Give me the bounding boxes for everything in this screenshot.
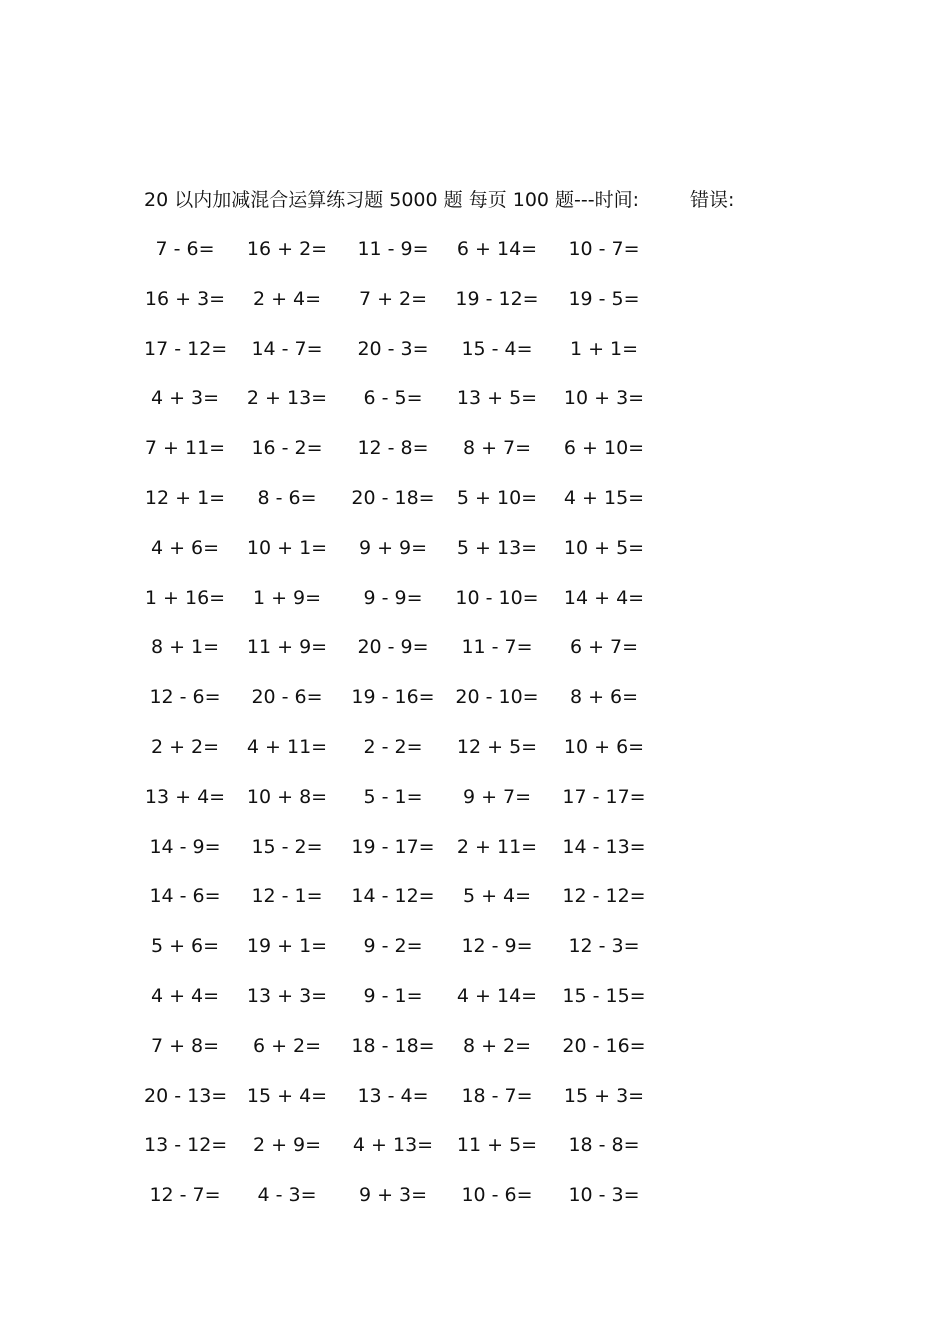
arithmetic-problem: 9 + 3= (358, 1184, 428, 1207)
arithmetic-problem: 18 - 8= (568, 1134, 640, 1157)
arithmetic-problem: 15 - 15= (562, 984, 646, 1007)
arithmetic-problem: 2 - 2= (363, 735, 423, 758)
arithmetic-problem: 19 - 5= (568, 287, 640, 310)
arithmetic-problem: 13 + 3= (246, 984, 328, 1007)
arithmetic-problem: 14 - 12= (351, 885, 435, 908)
arithmetic-problem: 18 - 18= (351, 1034, 435, 1057)
arithmetic-problem: 14 - 7= (251, 337, 323, 360)
problem-row (144, 285, 674, 335)
arithmetic-problem: 11 + 9= (246, 636, 328, 659)
arithmetic-problem: 6 + 14= (456, 238, 538, 260)
arithmetic-problem: 1 + 1= (569, 337, 639, 360)
problem-row (144, 1082, 674, 1132)
arithmetic-problem: 12 - 8= (357, 437, 429, 460)
arithmetic-problem: 12 - 7= (149, 1184, 221, 1207)
problem-grid (144, 235, 674, 1231)
arithmetic-problem: 14 - 13= (562, 835, 646, 858)
arithmetic-problem: 16 - 2= (251, 437, 323, 460)
arithmetic-problem: 2 + 9= (252, 1134, 322, 1157)
arithmetic-problem: 6 + 10= (563, 437, 645, 460)
arithmetic-problem: 12 + 1= (144, 486, 226, 509)
arithmetic-problem: 19 - 12= (455, 287, 539, 310)
arithmetic-problem: 5 + 10= (456, 486, 538, 509)
arithmetic-problem: 11 + 5= (456, 1134, 538, 1157)
arithmetic-problem: 15 + 4= (246, 1084, 328, 1107)
arithmetic-problem: 10 + 1= (246, 536, 328, 559)
arithmetic-problem: 12 + 5= (456, 735, 538, 758)
arithmetic-problem: 8 + 2= (462, 1034, 532, 1057)
arithmetic-problem: 2 + 4= (252, 287, 322, 310)
arithmetic-problem: 7 - 6= (155, 238, 215, 260)
arithmetic-problem: 7 + 8= (150, 1034, 220, 1057)
problem-row (144, 1131, 674, 1181)
arithmetic-problem: 7 + 2= (358, 287, 428, 310)
problem-row (144, 683, 674, 733)
problem-row (144, 783, 674, 833)
arithmetic-problem: 10 + 8= (246, 785, 328, 808)
arithmetic-problem: 4 - 3= (257, 1184, 317, 1207)
arithmetic-problem: 13 - 4= (357, 1084, 429, 1107)
arithmetic-problem: 15 - 2= (251, 835, 323, 858)
arithmetic-problem: 14 - 9= (149, 835, 221, 858)
arithmetic-problem: 6 - 5= (363, 387, 423, 410)
arithmetic-problem: 10 + 3= (563, 387, 645, 410)
arithmetic-problem: 4 + 11= (246, 735, 328, 758)
arithmetic-problem: 17 - 17= (562, 785, 646, 808)
arithmetic-problem: 9 - 9= (363, 586, 423, 609)
arithmetic-problem: 4 + 4= (150, 984, 220, 1007)
problem-row (144, 434, 674, 484)
arithmetic-problem: 20 - 16= (562, 1034, 646, 1057)
arithmetic-problem: 12 - 9= (461, 935, 533, 958)
problem-row (144, 1181, 674, 1231)
arithmetic-problem: 1 + 16= (144, 586, 226, 609)
arithmetic-problem: 20 - 6= (251, 686, 323, 709)
problem-row (144, 484, 674, 534)
problem-row (144, 384, 674, 434)
worksheet-header (144, 186, 735, 214)
arithmetic-problem: 10 - 7= (568, 238, 640, 260)
arithmetic-problem: 17 - 12= (144, 337, 228, 360)
problem-row (144, 882, 674, 932)
arithmetic-problem: 15 - 4= (461, 337, 533, 360)
arithmetic-problem: 1 + 9= (252, 586, 322, 609)
arithmetic-problem: 8 + 1= (150, 636, 220, 659)
arithmetic-problem: 5 - 1= (363, 785, 423, 808)
arithmetic-problem: 8 + 7= (462, 437, 532, 460)
arithmetic-problem: 4 + 6= (150, 536, 220, 559)
arithmetic-problem: 2 + 2= (150, 735, 220, 758)
arithmetic-problem: 12 - 1= (251, 885, 323, 908)
arithmetic-problem: 20 - 9= (357, 636, 429, 659)
arithmetic-problem: 18 - 7= (461, 1084, 533, 1107)
arithmetic-problem: 9 - 1= (363, 984, 423, 1007)
arithmetic-problem: 16 + 2= (246, 238, 328, 260)
arithmetic-problem: 20 - 13= (144, 1084, 228, 1107)
arithmetic-problem: 4 + 3= (150, 387, 220, 410)
problem-row (144, 1032, 674, 1082)
arithmetic-problem: 12 - 6= (149, 686, 221, 709)
arithmetic-problem: 14 - 6= (149, 885, 221, 908)
arithmetic-problem: 4 + 13= (352, 1134, 434, 1157)
arithmetic-problem: 5 + 6= (150, 935, 220, 958)
arithmetic-problem: 12 - 3= (568, 935, 640, 958)
arithmetic-problem: 13 + 4= (144, 785, 226, 808)
problem-row (144, 932, 674, 982)
arithmetic-problem: 9 + 7= (462, 785, 532, 808)
problem-row (144, 584, 674, 634)
arithmetic-problem: 6 + 2= (252, 1034, 322, 1057)
arithmetic-problem: 16 + 3= (144, 287, 226, 310)
arithmetic-problem: 19 + 1= (246, 935, 328, 958)
arithmetic-problem: 10 + 5= (563, 536, 645, 559)
problem-row (144, 833, 674, 883)
problem-row (144, 733, 674, 783)
errors-label: 错误: (690, 189, 735, 211)
arithmetic-problem: 4 + 14= (456, 984, 538, 1007)
arithmetic-problem: 2 + 11= (456, 835, 538, 858)
arithmetic-problem: 8 - 6= (257, 486, 317, 509)
arithmetic-problem: 20 - 3= (357, 337, 429, 360)
arithmetic-problem: 14 + 4= (563, 586, 645, 609)
arithmetic-problem: 12 - 12= (562, 885, 646, 908)
arithmetic-problem: 20 - 10= (455, 686, 539, 709)
arithmetic-problem: 5 + 13= (456, 536, 538, 559)
problem-row (144, 982, 674, 1032)
problem-row (144, 633, 674, 683)
arithmetic-problem: 9 - 2= (363, 935, 423, 958)
problem-row (144, 335, 674, 385)
worksheet-title: 20 以内加减混合运算练习题 5000 题 每页 100 题---时间: (144, 189, 640, 211)
arithmetic-problem: 11 - 9= (357, 238, 429, 260)
problem-row (144, 534, 674, 584)
arithmetic-problem: 10 + 6= (563, 735, 645, 758)
arithmetic-problem: 20 - 18= (351, 486, 435, 509)
arithmetic-problem: 6 + 7= (569, 636, 639, 659)
arithmetic-problem: 4 + 15= (563, 486, 645, 509)
arithmetic-problem: 5 + 4= (462, 885, 532, 908)
arithmetic-problem: 19 - 16= (351, 686, 435, 709)
arithmetic-problem: 13 - 12= (144, 1134, 228, 1157)
arithmetic-problem: 10 - 6= (461, 1184, 533, 1207)
arithmetic-problem: 2 + 13= (246, 387, 328, 410)
arithmetic-problem: 7 + 11= (144, 437, 226, 460)
arithmetic-problem: 19 - 17= (351, 835, 435, 858)
arithmetic-problem: 10 - 10= (455, 586, 539, 609)
problem-row (144, 235, 674, 285)
arithmetic-problem: 9 + 9= (358, 536, 428, 559)
arithmetic-problem: 15 + 3= (563, 1084, 645, 1107)
arithmetic-problem: 13 + 5= (456, 387, 538, 410)
arithmetic-problem: 8 + 6= (569, 686, 639, 709)
arithmetic-problem: 10 - 3= (568, 1184, 640, 1207)
arithmetic-problem: 11 - 7= (461, 636, 533, 659)
